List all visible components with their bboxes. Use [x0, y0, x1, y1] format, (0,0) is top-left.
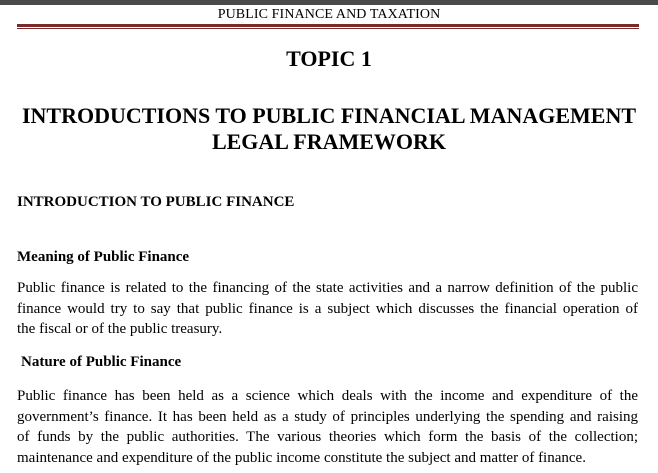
- document-title-line-1: INTRODUCTIONS TO PUBLIC FINANCIAL MANAGEMENT: [21, 103, 637, 128]
- meaning-line-2: finance would try to say that public finance is a subject which discusses the financial operation of: [17, 300, 638, 317]
- nature-line-1: Public finance has been held as a science which deals with the income and expenditure of the: [17, 388, 638, 404]
- meaning-line-3: the fiscal or of the public treasury.: [17, 321, 223, 337]
- nature-heading: Nature of Public Finance: [21, 354, 182, 370]
- nature-line-3: of funds by the public authorities. The various theories which form the basis of the collection;: [17, 429, 638, 445]
- header-rule-thin: [17, 28, 639, 29]
- meaning-paragraph: [17, 278, 638, 340]
- section-heading: INTRODUCTION TO PUBLIC FINANCE: [17, 194, 295, 210]
- document-title-line-2: LEGAL FRAMEWORK: [211, 129, 447, 154]
- nature-paragraph: [17, 386, 638, 468]
- header-rule-thick: [17, 24, 639, 27]
- meaning-heading: Meaning of Public Finance: [17, 249, 190, 265]
- topic-label: TOPIC 1: [286, 46, 372, 71]
- top-bar: [0, 0, 658, 5]
- running-header-title: PUBLIC FINANCE AND TAXATION: [217, 7, 441, 22]
- nature-line-2: government’s finance. It has been held as a study of principles underlying the spending and raising: [17, 408, 638, 425]
- document-title: [10, 103, 648, 155]
- meaning-line-1: Public finance is related to the financing of the state activities and a narrow definition of the public: [17, 280, 638, 296]
- nature-line-4: maintenance and expenditure of the public income constitute the subject and matter of finance.: [17, 449, 586, 466]
